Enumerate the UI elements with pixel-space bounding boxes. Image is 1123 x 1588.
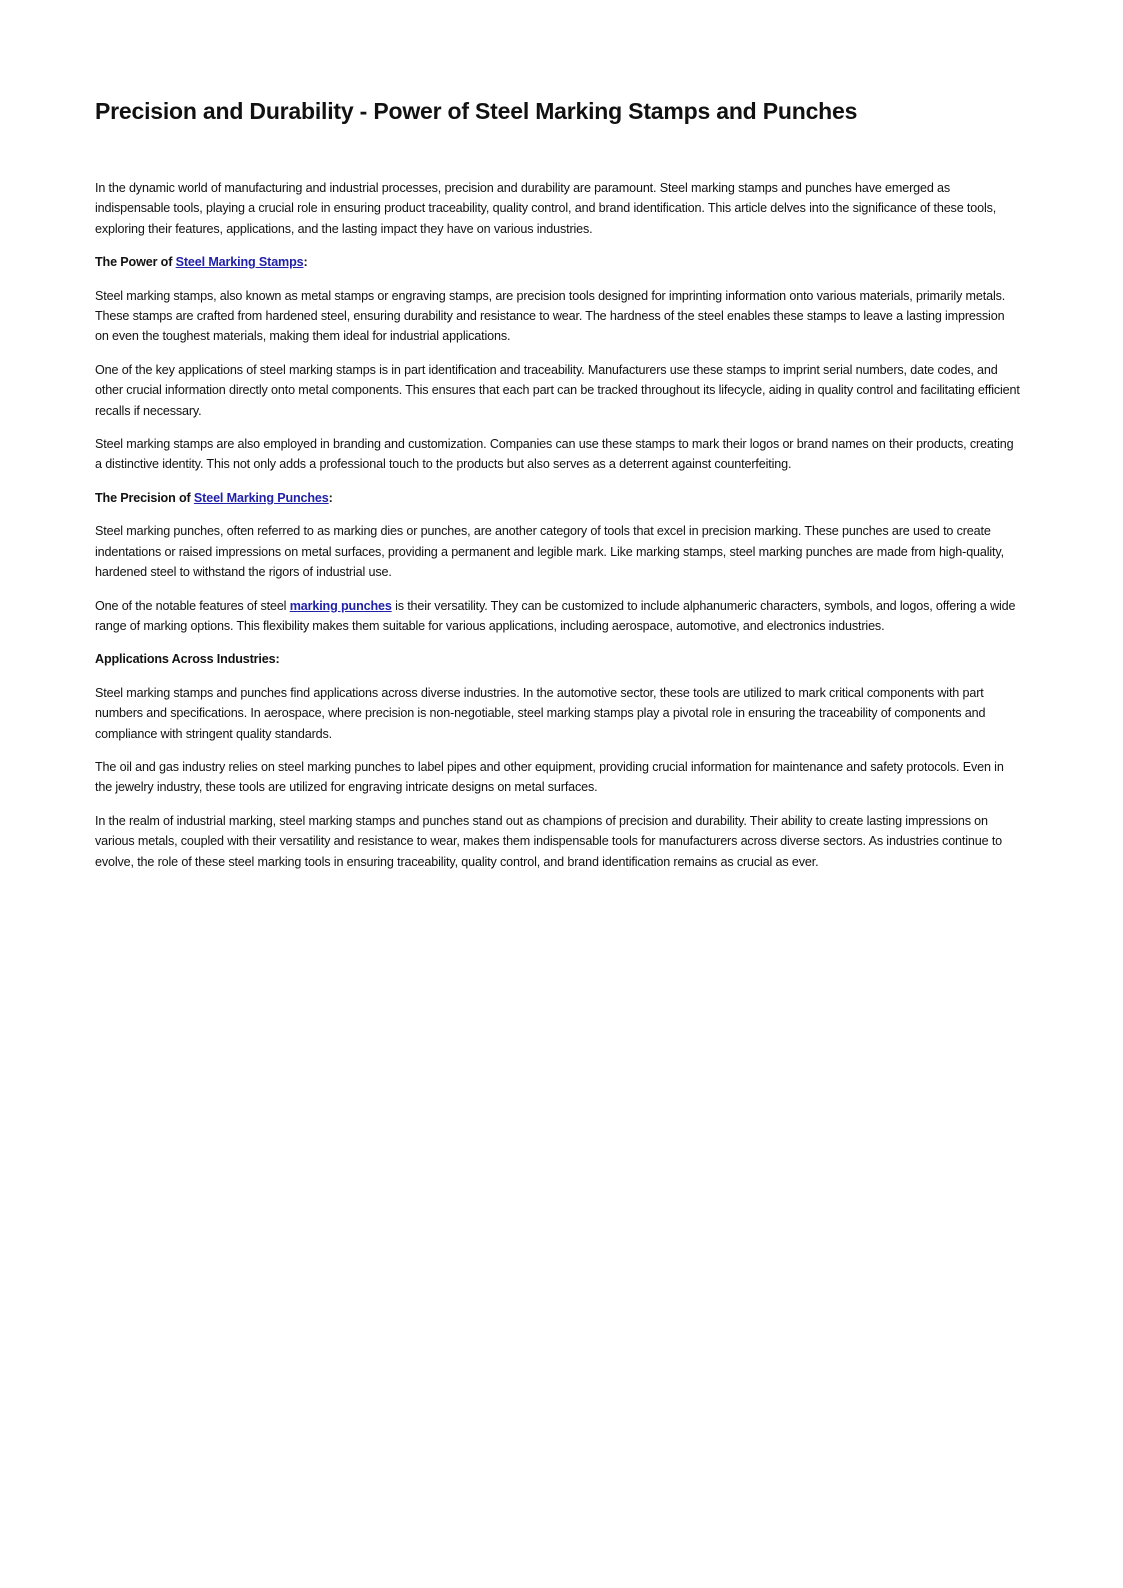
punches-heading-suffix: : (328, 490, 333, 505)
punches-heading (95, 488, 1020, 508)
applications-paragraph-2: The oil and gas industry relies on steel marking punches to label pipes and other equipment, providing crucial information for maintenance and safety protocols. Even in the jewelry industry, these tools are utilized for engraving intricate designs on metal surfaces. (95, 759, 1004, 795)
steel-marking-stamps-link[interactable]: Steel Marking Stamps (175, 255, 304, 270)
article-body (95, 178, 1020, 872)
stamps-heading (95, 252, 1020, 272)
stamps-paragraph-3: Steel marking stamps are also employed in branding and customization. Companies can use these stamps to mark their logos or brand names on their products, creating a distinctive identity. This not only adds a professional touch to the products but also serves as a deterrent against counterfeiting. (95, 437, 1014, 472)
conclusion-paragraph: In the realm of industrial marking, steel marking stamps and punches stand out as champions of precision and durability. Their ability to create lasting impressions on various metals, coupled with their versatility and resistance to wear, makes them indispensable tools for manufacturers across diverse sectors. As industries continue to evolve, the role of these steel marking tools in ensuring traceability, quality control, and brand identification remains as crucial as ever. (95, 813, 1003, 869)
stamps-heading-prefix: The Power of (95, 255, 176, 270)
punches-p2-suffix: is their versatility. They can be customized to include alphanumeric characters, symbols, and logos, offering a wide range of marking options. This flexibility makes them suitable for various applications, including aerospace, automotive, and electronics industries. (95, 598, 1016, 633)
applications-heading: Applications Across Industries: (95, 652, 280, 667)
punches-paragraph-2 (95, 596, 1020, 637)
steel-marking-punches-link[interactable]: Steel Marking Punches (193, 490, 329, 505)
punches-paragraph-1: Steel marking punches, often referred to as marking dies or punches, are another category of tools that excel in precision marking. These punches are used to create indentations or raised impressions on metal surfaces, providing a permanent and legible mark. Like marking stamps, steel marking punches are made from high-quality, hardened steel to withstand the rigors of industrial use. (95, 524, 1004, 580)
page-title: Precision and Durability - Power of Steel Marking Stamps and Punches (95, 98, 858, 124)
document-page (95, 94, 1020, 885)
stamps-paragraph-1: Steel marking stamps, also known as metal stamps or engraving stamps, are precision tools designed for imprinting information onto various materials, primarily metals. These stamps are crafted from hardened steel, ensuring durability and resistance to wear. The hardness of the steel enables these stamps to leave a lasting impression on even the toughest materials, making them ideal for industrial applications. (95, 288, 1006, 344)
intro-paragraph: In the dynamic world of manufacturing and industrial processes, precision and durability are paramount. Steel marking stamps and punches have emerged as indispensable tools, playing a crucial role in ensuring product traceability, quality control, and brand identification. This article delves into the significance of these tools, exploring their features, applications, and the lasting impact they have on various industries. (95, 181, 997, 236)
applications-paragraph-1: Steel marking stamps and punches find applications across diverse industries. In the automotive sector, these tools are utilized to mark critical components with part numbers and specifications. In aerospace, where precision is non-negotiable, steel marking stamps play a pivotal role in ensuring the traceability of components and compliance with stringent quality standards. (95, 685, 986, 741)
stamps-heading-suffix: : (303, 255, 308, 270)
stamps-paragraph-2: One of the key applications of steel marking stamps is in part identification and traceability. Manufacturers use these stamps to imprint serial numbers, date codes, and other crucial information directly onto metal components. This ensures that each part can be tracked throughout its lifecycle, aiding in quality control and facilitating efficient recalls if necessary. (95, 362, 1020, 418)
punches-heading-prefix: The Precision of (95, 490, 194, 505)
marking-punches-link[interactable]: marking punches (289, 598, 392, 613)
punches-p2-prefix: One of the notable features of steel (95, 598, 290, 613)
